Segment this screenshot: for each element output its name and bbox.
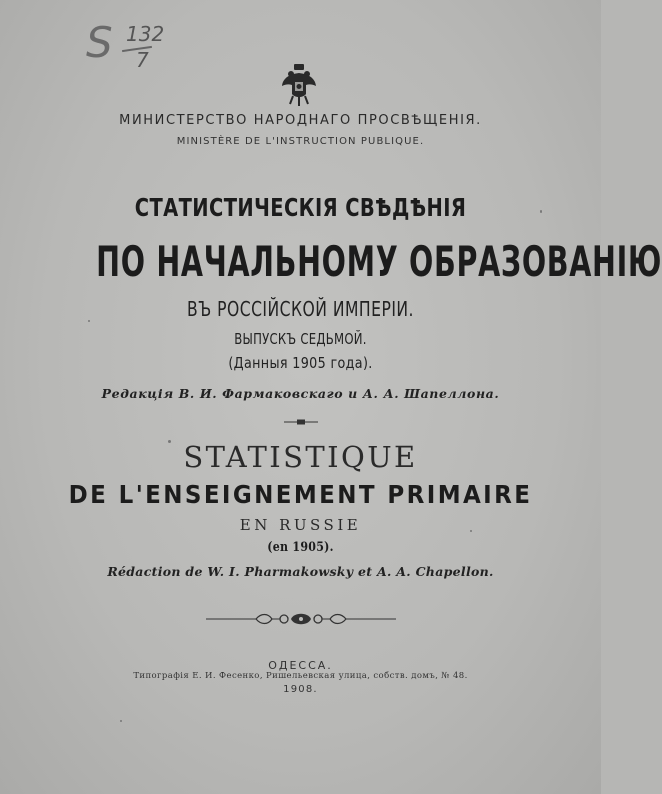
editors-fr: Rédaction de W. I. Pharmakowsky et A. A. Chapellon.	[107, 564, 494, 579]
imprint-year: 1908.	[283, 684, 318, 695]
title-fr-line1: STATISTIQUE	[183, 440, 418, 474]
paper-speck	[470, 530, 472, 532]
paper-speck	[540, 210, 542, 213]
title-ru-line1: СТАТИСТИЧЕСКІЯ СВѢДѢНІЯ	[134, 193, 467, 222]
paper-speck	[168, 440, 171, 443]
shelfmark-letter: S	[86, 18, 113, 67]
title-fr-line3: EN RUSSIE	[239, 516, 362, 534]
title-ru-line3: ВЪ РОССІЙСКОЙ ИМПЕРІИ.	[187, 297, 414, 321]
ministry-name-ru: МИНИСТЕРСТВО НАРОДНАГО ПРОСВѢЩЕНІЯ.	[119, 113, 482, 128]
shelfmark-number-top: 132	[126, 22, 165, 46]
data-year-ru: (Данныя 1905 года).	[228, 354, 373, 372]
title-ru-line2: ПО НАЧАЛЬНОМУ ОБРАЗОВАНІЮ	[96, 237, 662, 286]
imprint-city: ОДЕССА.	[268, 659, 333, 672]
editors-ru: Редакція В. И. Фармаковскаго и А. А. Шапеллона.	[101, 386, 500, 401]
double-headed-eagle-icon	[281, 64, 317, 108]
shelfmark-number-bottom: 7	[136, 48, 149, 72]
paper-speck	[88, 320, 90, 322]
ministry-name-fr: MINISTÈRE DE L'INSTRUCTION PUBLIQUE.	[176, 136, 425, 147]
issue-number: ВЫПУСКЪ СЕДЬМОЙ.	[234, 330, 367, 348]
title-fr-line2: DE L'ENSEIGNEMENT PRIMAIRE	[68, 480, 533, 509]
small-separator	[284, 419, 318, 425]
imprint-printer: Типографія Е. И. Фесенко, Ришельевская улица, собств. домъ, № 48.	[133, 671, 468, 681]
ornamental-divider	[206, 608, 396, 630]
paper-speck	[120, 720, 122, 722]
handwritten-shelfmark	[84, 18, 174, 78]
data-year-fr: (en 1905).	[267, 540, 334, 555]
